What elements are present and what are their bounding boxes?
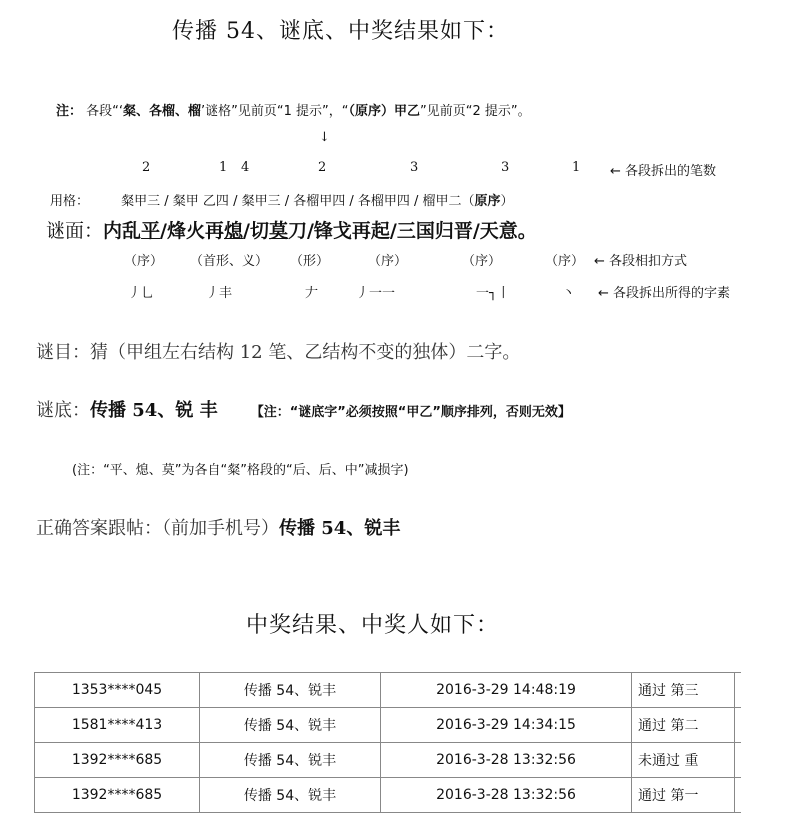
answer-cell: 传播 54、锐丰	[200, 708, 381, 743]
method: （序）	[368, 254, 408, 269]
extra-cell	[735, 743, 742, 778]
formats-label: 用格：	[50, 194, 90, 209]
puzzle-underlined: 莫	[268, 220, 288, 242]
glyph-element: 丿丰	[206, 286, 233, 301]
puzzle-part: 刀/锋戈再起/三国归晋/天意。	[287, 220, 537, 242]
stroke-count: 1	[219, 160, 228, 175]
glyph-element: 一┐丨	[476, 286, 510, 301]
status-cell: 通过 第三	[632, 673, 735, 708]
stroke-count: 2	[142, 160, 151, 175]
puzzle-underlined: 平	[141, 220, 161, 242]
extra-cell	[735, 673, 742, 708]
formats-bold: 原序	[474, 194, 501, 209]
formats-line	[50, 190, 514, 209]
answer-label: 谜底：	[36, 400, 90, 421]
table-row	[35, 708, 742, 743]
method: （首形、义）	[190, 254, 269, 269]
time-cell: 2016-3-28 13:32:56	[381, 778, 632, 813]
puzzle-part: /烽火再	[160, 220, 224, 242]
stroke-counts-label: ← 各段拆出的笔数	[610, 164, 717, 179]
puzzle-part: 内乱	[103, 220, 142, 242]
answer-cell: 传播 54、锐丰	[200, 673, 381, 708]
status-cell: 通过 第一	[632, 778, 735, 813]
puzzle-line	[46, 216, 537, 243]
phone-cell: 1581****413	[35, 708, 200, 743]
puzzle-label: 谜面：	[46, 220, 104, 242]
note-text-2: ’谜格”见前页“1 提示”，“	[201, 104, 349, 119]
method: （序）	[462, 254, 502, 269]
correct-answer-value: 传播 54、锐丰	[279, 518, 401, 539]
table-row	[35, 743, 742, 778]
puzzle-underlined: 熄	[224, 220, 244, 242]
table-row	[35, 673, 742, 708]
extra-cell	[735, 778, 742, 813]
riddle-target: 谜目：猜（甲组左右结构 12 笔、乙结构不变的独体）二字。	[36, 342, 521, 363]
answer-note: 【注：“谜底字”必须按照“甲乙”顺序排列，否则无效】	[250, 405, 571, 420]
methods-label: ← 各段相扣方式	[594, 254, 688, 269]
glyph-element: 丶	[562, 286, 576, 301]
stroke-counts-row	[0, 160, 800, 180]
correct-answer-label: 正确答案跟帖：（前加手机号）	[36, 518, 279, 539]
stroke-count: 3	[410, 160, 419, 175]
stroke-count: 1	[572, 160, 581, 175]
status-cell: 未通过 重	[632, 743, 735, 778]
method: （序）	[545, 254, 585, 269]
note-text-3: ”见前页“2 提示”。	[420, 104, 531, 119]
page-title: 传播 54、谜底、中奖结果如下：	[172, 19, 509, 44]
method: （形）	[290, 254, 330, 269]
stroke-count: 3	[501, 160, 510, 175]
method: （序）	[124, 254, 164, 269]
time-cell: 2016-3-28 13:32:56	[381, 743, 632, 778]
glyph-element: 丿乚	[128, 286, 155, 301]
correct-answer-line	[36, 514, 400, 540]
status-cell: 通过 第二	[632, 708, 735, 743]
phone-cell: 1353****045	[35, 673, 200, 708]
formats-end: ）	[500, 194, 514, 209]
time-cell: 2016-3-29 14:48:19	[381, 673, 632, 708]
phone-cell: 1392****685	[35, 778, 200, 813]
results-table	[34, 672, 741, 813]
hint-note	[56, 100, 531, 119]
methods-row	[0, 250, 800, 268]
elements-label: ← 各段拆出所得的字素	[598, 286, 731, 301]
elements-row	[0, 282, 800, 300]
answer-cell: 传播 54、锐丰	[200, 778, 381, 813]
table-row	[35, 778, 742, 813]
answer-cell: 传播 54、锐丰	[200, 743, 381, 778]
time-cell: 2016-3-29 14:34:15	[381, 708, 632, 743]
glyph-element: 丿一一	[356, 286, 396, 301]
answer-value: 传播 54、锐 丰	[90, 400, 218, 421]
stroke-count: 2	[318, 160, 327, 175]
glyph-element: 𠂇	[305, 286, 319, 301]
puzzle-part: /切	[243, 220, 269, 242]
puzzle-text	[103, 220, 537, 242]
note-prefix: 注：	[56, 104, 83, 119]
results-title: 中奖结果、中奖人如下：	[246, 613, 500, 638]
note-bold-1: 粲、各榴、榴	[123, 104, 202, 119]
extra-cell	[735, 708, 742, 743]
phone-cell: 1392****685	[35, 743, 200, 778]
down-arrow-icon: ↓	[319, 130, 330, 145]
sub-note: (注：“平、熄、莫”为各自“粲”格段的“后、后、中”减损字)	[72, 463, 409, 478]
answer-line	[36, 396, 571, 422]
note-text-1: 各段“‘	[86, 104, 124, 119]
formats-text: 粲甲三 / 粲甲 乙四 / 粲甲三 / 各榴甲四 / 各榴甲四 / 榴甲二（	[121, 194, 475, 209]
stroke-count: 4	[241, 160, 250, 175]
note-bold-2: （原序）甲乙	[348, 104, 421, 119]
